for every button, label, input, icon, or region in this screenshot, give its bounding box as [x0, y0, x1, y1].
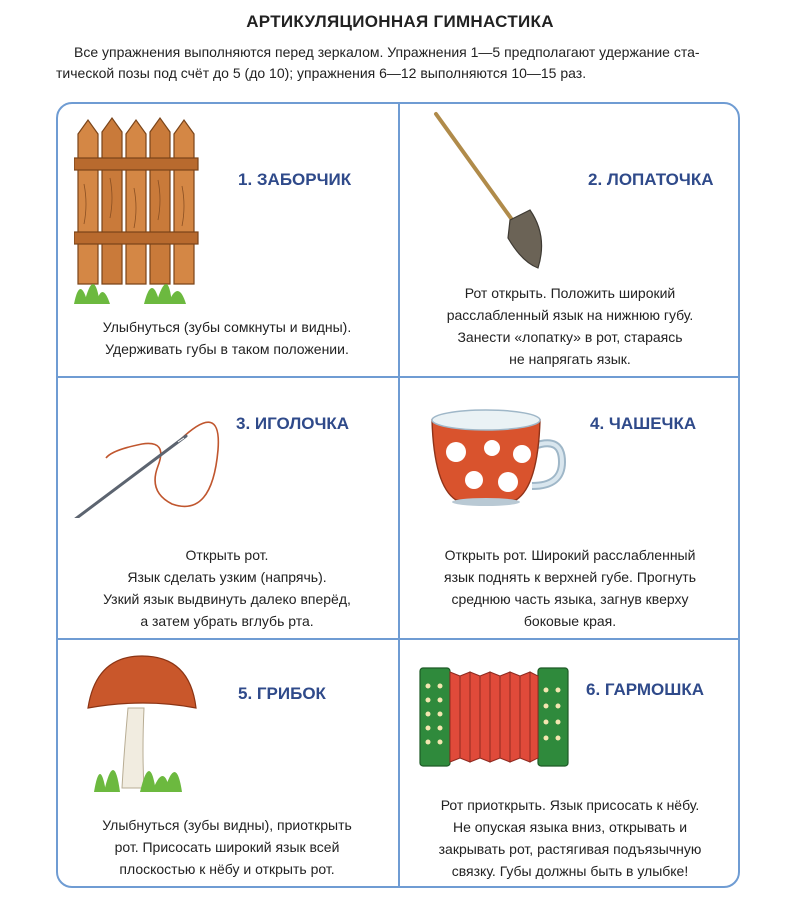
exercise-text-4	[400, 544, 740, 632]
exercise-card-2	[400, 102, 740, 376]
text-line: язык поднять к верхней губе. Прогнуть	[443, 569, 697, 585]
exercise-title-5: 5. ГРИБОК	[238, 684, 326, 703]
intro-line-2: тической позы под счёт до 5 (до 10); упражнения 6—12 выполняются 10—15 раз.	[56, 65, 587, 81]
text-line: Язык сделать узким (напрячь).	[127, 569, 327, 585]
text-line: закрывать рот, растягивая подъязычную	[438, 841, 702, 857]
exercise-card-1	[56, 102, 398, 376]
text-line: Рот открыть. Положить широкий	[464, 285, 676, 301]
exercise-title-4: 4. ЧАШЕЧКА	[590, 414, 697, 433]
exercise-title-6: 6. ГАРМОШКА	[586, 680, 704, 699]
text-line: а затем убрать вглубь рта.	[140, 613, 314, 629]
text-line: расслабленный язык на нижнюю губу.	[446, 307, 694, 323]
page-title: АРТИКУЛЯЦИОННАЯ ГИМНАСТИКА	[246, 12, 554, 31]
exercise-title-3: 3. ИГОЛОЧКА	[236, 414, 350, 433]
text-line: Улыбнуться (зубы сомкнуты и видны).	[102, 319, 352, 335]
exercise-title-1: 1. ЗАБОРЧИК	[238, 170, 352, 189]
text-line: Занести «лопатку» в рот, стараясь	[457, 329, 683, 345]
text-line: не напрягать язык.	[509, 351, 631, 367]
exercise-text-1	[56, 316, 398, 360]
text-line: связку. Губы должны быть в улыбке!	[451, 863, 689, 879]
exercise-card-4	[400, 378, 740, 638]
exercise-card-6	[400, 640, 740, 888]
needle-icon	[72, 400, 232, 518]
text-line: среднюю часть языка, загнув кверху	[451, 591, 689, 607]
exercise-text-2	[400, 282, 740, 370]
intro-text	[56, 42, 756, 84]
mushroom-icon	[84, 652, 200, 792]
exercise-card-3	[56, 378, 398, 638]
text-line: Рот приоткрыть. Язык присосать к нёбу.	[440, 797, 700, 813]
text-line: Открыть рот.	[185, 547, 269, 563]
text-line: плоскостью к нёбу и открыть рот.	[119, 861, 335, 877]
text-line: Удерживать губы в таком положении.	[105, 341, 349, 357]
exercise-title-2: 2. ЛОПАТОЧКА	[588, 170, 714, 189]
exercise-text-3	[56, 544, 398, 632]
exercise-text-6	[400, 794, 740, 882]
exercise-text-5	[56, 814, 398, 880]
text-line: рот. Присосать широкий язык всей	[114, 839, 340, 855]
text-line: Не опуская языка вниз, открывать и	[452, 819, 688, 835]
fence-icon	[74, 114, 200, 304]
intro-line-1: Все упражнения выполняются перед зеркалом. Упражнения 1—5 предполагают удержание ста-	[74, 44, 700, 60]
exercise-card-5	[56, 640, 398, 888]
cup-icon	[426, 406, 566, 508]
text-line: Открыть рот. Широкий расслабленный	[444, 547, 696, 563]
accordion-icon	[416, 660, 572, 774]
text-line: Улыбнуться (зубы видны), приоткрыть	[102, 817, 352, 833]
text-line: Узкий язык выдвинуть далеко вперёд,	[103, 591, 351, 607]
text-line: боковые края.	[523, 613, 617, 629]
shovel-icon	[430, 110, 550, 274]
